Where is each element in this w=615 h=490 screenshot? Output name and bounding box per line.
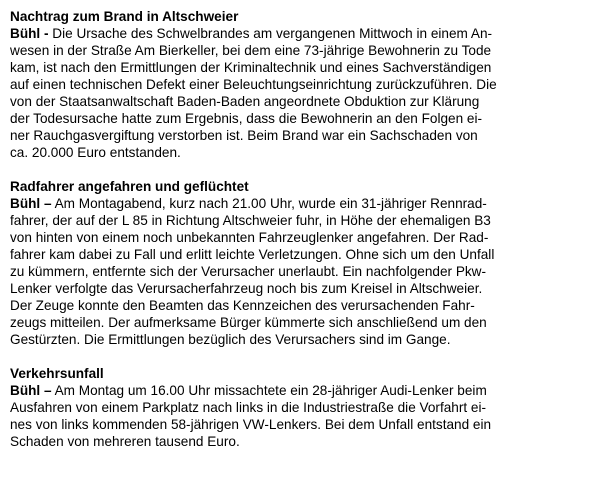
article-line: von hinten von einem noch unbekannten Fahrzeuglenker angefahren. Der Rad- <box>10 230 489 245</box>
article-line: zeugs mitteilen. Der aufmerksame Bürger kümmerte sich anschließend um den <box>10 315 487 330</box>
article-headline: Nachtrag zum Brand in Altschweier <box>10 9 239 24</box>
article-headline: Verkehrsunfall <box>10 366 104 381</box>
article-line-text: Am Montag um 16.00 Uhr missachtete ein 28-jähriger Audi-Lenker beim <box>51 383 487 398</box>
article-line-text: Die Ursache des Schwelbrandes am vergangenen Mittwoch in einem An- <box>48 26 493 41</box>
article-line: von der Staatsanwaltschaft Baden-Baden angeordnete Obduktion zur Klärung <box>10 94 480 109</box>
article-line: kam, ist nach den Ermittlungen der Kriminaltechnik und eines Sachverständigen <box>10 60 492 75</box>
article-radfahrer <box>10 178 601 348</box>
article-line: Schaden von mehreren tausend Euro. <box>10 434 240 449</box>
article-line: Der Zeuge konnte den Beamten das Kennzeichen des verursachenden Fahr- <box>10 298 475 313</box>
article-brand-altschweier <box>10 8 601 161</box>
article-line: Lenker verfolgte das Verursacherfahrzeug noch bis zum Kreisel in Altschweier. <box>10 281 483 296</box>
article-line-text: Am Montagabend, kurz nach 21.00 Uhr, wurde ein 31-jähriger Rennrad- <box>51 196 487 211</box>
article-line <box>10 382 601 399</box>
article-line: Gestürzten. Die Ermittlungen bezüglich des Verursachers sind im Gange. <box>10 332 451 347</box>
article-line: ner Rauchgasvergiftung verstorben ist. Beim Brand war ein Sachschaden von <box>10 128 478 143</box>
article-dateline: Bühl – <box>10 383 52 398</box>
article-line <box>10 195 601 212</box>
article-line: zu kümmern, entfernte sich der Verursacher unerlaubt. Ein nachfolgender Pkw- <box>10 264 487 279</box>
article-line: der Todesursache hatte zum Ergebnis, dass die Bewohnerin an den Folgen ei- <box>10 111 483 126</box>
article-line: nes von links kommenden 58-jährigen VW-Lenkers. Bei dem Unfall entstand ein <box>10 417 492 432</box>
article-line: Ausfahren von einem Parkplatz nach links in die Industriestraße die Vorfahrt ei- <box>10 400 487 415</box>
article-line: auf einen technischen Defekt einer Beleuchtungseinrichtung zurückzuführen. Die <box>10 77 497 92</box>
article-dateline: Bühl - <box>10 26 49 41</box>
article-line: fahrer kam dabei zu Fall und erlitt leichte Verletzungen. Ohne sich um den Unfall <box>10 247 495 262</box>
article-verkehrsunfall <box>10 365 601 450</box>
article-line: ca. 20.000 Euro entstanden. <box>10 145 181 160</box>
article-headline: Radfahrer angefahren und geflüchtet <box>10 179 249 194</box>
article-line: fahrer, der auf der L 85 in Richtung Altschweier fuhr, in Höhe der ehemaligen B3 <box>10 213 491 228</box>
article-line <box>10 25 601 42</box>
article-dateline: Bühl – <box>10 196 52 211</box>
article-line: wesen in der Straße Am Bierkeller, bei dem eine 73-jährige Bewohnerin zu Tode <box>10 43 492 58</box>
